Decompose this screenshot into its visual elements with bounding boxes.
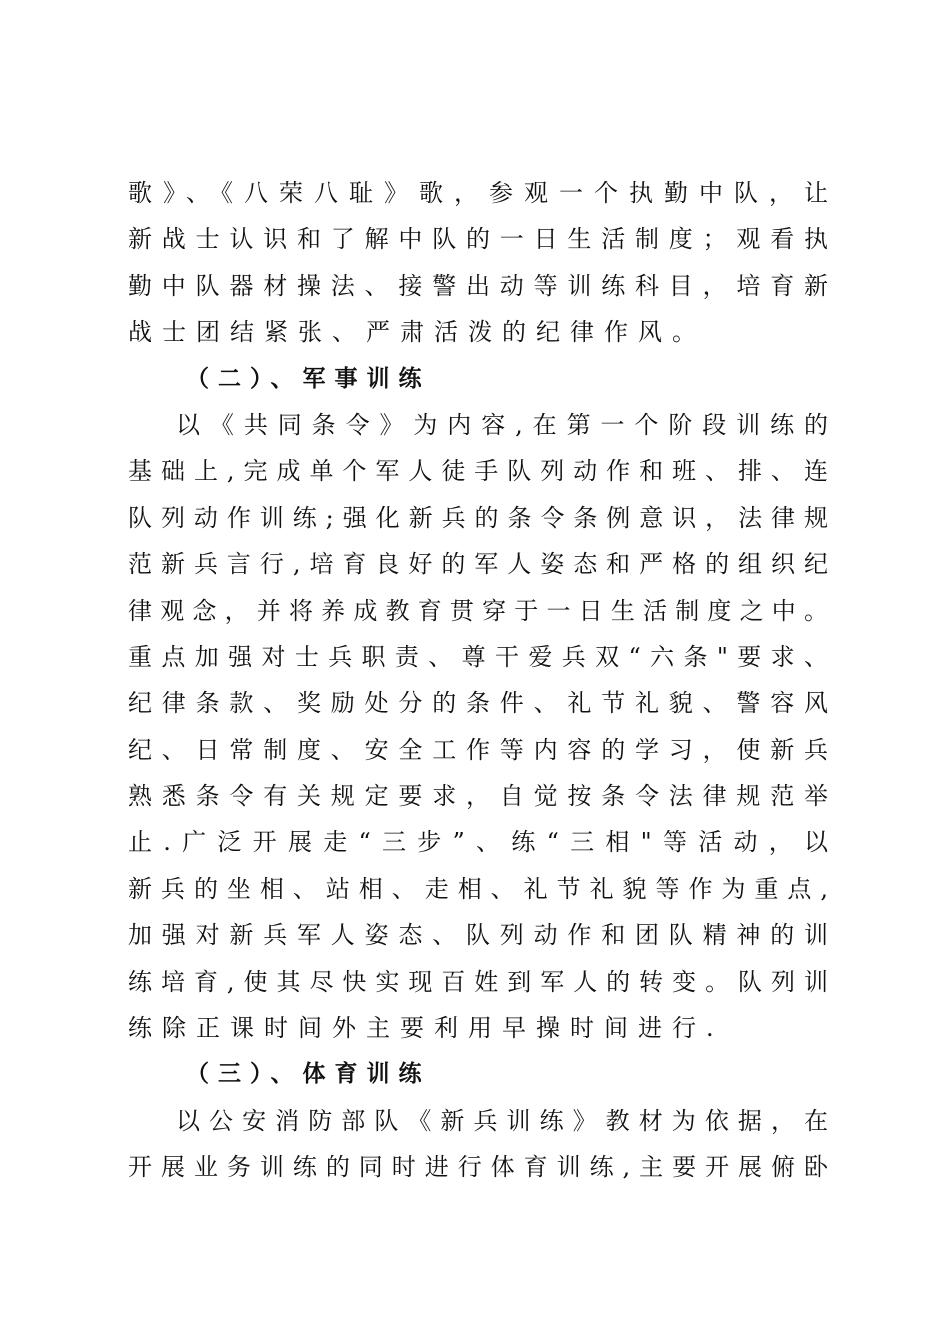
paragraph-1-line-2: 新战士认识和了解中队的一日生活制度；观看执 [128,225,828,254]
paragraph-2-line-3: 队列动作训练;强化新兵的条令条例意识，法律规 [128,503,828,532]
paragraph-2-line-7: 纪律条款、奖励处分的条件、礼节礼貌、警容风 [128,689,828,718]
paragraph-1-line-4: 战士团结紧张、严肃活泼的纪律作风。 [128,318,706,347]
paragraph-2-line-6: 重点加强对士兵职责、尊干爱兵双“六条"要求、 [128,642,828,671]
paragraph-2-line-5: 律观念，并将养成教育贯穿于一日生活制度之中。 [128,596,828,625]
paragraph-1-line-3: 勤中队器材操法、接警出动等训练科目，培育新 [128,271,828,300]
paragraph-3-line-2: 开展业务训练的同时进行体育训练,主要开展俯卧 [128,1153,828,1182]
paragraph-2-line-13: 练培育,使其尽快实现百姓到军人的转变。队列训 [128,967,828,996]
paragraph-3-line-1: 以公安消防部队《新兵训练》教材为依据，在 [176,1106,828,1135]
paragraph-2-line-10: 止.广泛开展走“三步”、练“三相"等活动，以 [128,828,828,857]
paragraph-2-line-14: 练除正课时间外主要利用早操时间进行. [128,1014,724,1043]
paragraph-2-line-8: 纪、日常制度、安全工作等内容的学习，使新兵 [128,735,828,764]
paragraph-2-line-9: 熟悉条令有关规定要求，自觉按条令法律规范举 [128,782,828,811]
paragraph-2-line-11: 新兵的坐相、站相、走相、礼节礼貌等作为重点, [128,874,828,903]
paragraph-2-line-2: 基础上,完成单个军人徒手队列动作和班、排、连 [128,457,828,486]
document-body [128,170,828,1191]
paragraph-2-line-12: 加强对新兵军人姿态、队列动作和团队精神的训 [128,921,828,950]
paragraph-2-line-1: 以《共同条令》为内容,在第一个阶段训练的 [176,410,828,439]
section-heading-military-training: （二）、军事训练 [186,365,431,392]
section-heading-physical-training: （三）、体育训练 [186,1061,431,1088]
paragraph-2-line-4: 范新兵言行,培育良好的军人姿态和严格的组织纪 [128,550,828,579]
paragraph-1-line-1: 歌》、《八荣八耻》歌，参观一个执勤中队，让 [128,179,828,207]
